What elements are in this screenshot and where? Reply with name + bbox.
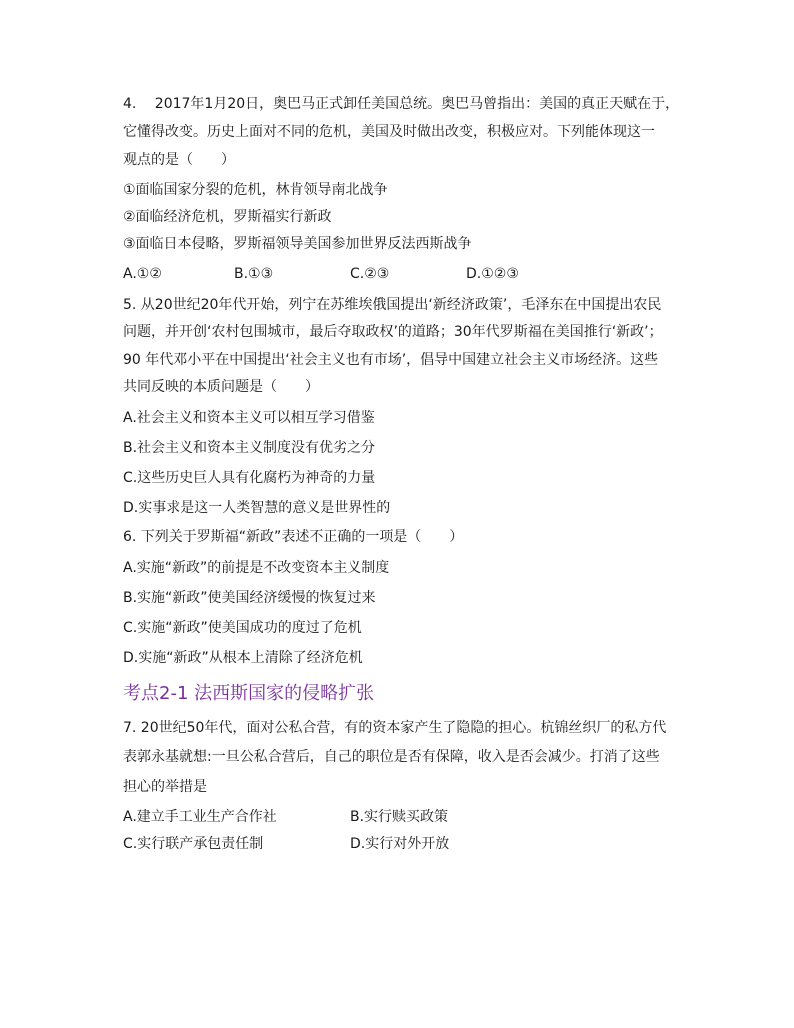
q5-option-c: C.这些历史巨人具有化腐朽为神奇的力量 [123, 470, 376, 486]
q7-stem-line1: 7. 20世纪50年代，面对公私合营，有的资本家产生了隐隐的担心。杭锦丝织厂的私方代 [123, 720, 667, 736]
q4-option-c: C.②③ [350, 266, 390, 282]
q7-stem-line3: 担心的举措是 [123, 779, 207, 795]
q4-item-1: ①面临国家分裂的危机，林肯领导南北战争 [123, 182, 388, 198]
q4-stem-line1: 4. 2017年1月20日，奥巴马正式卸任美国总统。奥巴马曾指出：美国的真正天赋在于， [123, 96, 680, 112]
q5-stem-line4: 共同反映的本质问题是（ ） [123, 379, 319, 395]
q4-option-a: A.①② [123, 266, 162, 282]
q5-stem-line3: 90 年代邓小平在中国提出‘社会主义也有市场’，倡导中国建立社会主义市场经济。这些 [123, 352, 659, 368]
q6-stem-line1: 6. 下列关于罗斯福“新政”表述不正确的一项是（ ） [123, 529, 464, 545]
q7-option-a: A.建立手工业生产合作社 [123, 809, 277, 825]
q4-stem-line3: 观点的是（ ） [123, 152, 235, 168]
q4-option-b: B.①③ [234, 266, 274, 282]
q6-option-d: D.实施“新政”从根本上清除了经济危机 [123, 650, 363, 666]
q4-option-d: D.①②③ [466, 266, 519, 282]
q4-item-2: ②面临经济危机，罗斯福实行新政 [123, 209, 332, 225]
q4-stem-line2: 它懂得改变。历史上面对不同的危机，美国及时做出改变，积极应对。下列能体现这一 [123, 124, 655, 140]
q5-option-b: B.社会主义和资本主义制度没有优劣之分 [123, 440, 376, 456]
section-heading: 考点2-1 法西斯国家的侵略扩张 [123, 683, 375, 704]
q6-option-c: C.实施“新政”使美国成功的度过了危机 [123, 620, 362, 636]
q5-option-d: D.实事求是这一人类智慧的意义是世界性的 [123, 500, 391, 516]
q7-option-c: C.实行联产承包责任制 [123, 836, 264, 852]
q7-stem-line2: 表郭永基就想:一旦公私合营后，自己的职位是否有保障，收入是否会减少。打消了这些 [123, 749, 660, 765]
q6-option-b: B.实施“新政”使美国经济缓慢的恢复过来 [123, 590, 376, 606]
q5-stem-line2: 问题，并开创‘农村包围城市，最后夺取政权’的道路；30年代罗斯福在美国推行‘新政’； [123, 324, 663, 340]
q5-stem-line1: 5. 从20世纪20年代开始，列宁在苏维埃俄国提出‘新经济政策’，毛泽东在中国提出农民 [123, 297, 662, 313]
q5-option-a: A.社会主义和资本主义可以相互学习借鉴 [123, 410, 375, 426]
q4-item-3: ③面临日本侵略，罗斯福领导美国参加世界反法西斯战争 [123, 236, 472, 252]
q7-option-d: D.实行对外开放 [350, 836, 450, 852]
q6-option-a: A.实施“新政”的前提是不改变资本主义制度 [123, 560, 390, 576]
q7-option-b: B.实行赎买政策 [350, 809, 449, 825]
